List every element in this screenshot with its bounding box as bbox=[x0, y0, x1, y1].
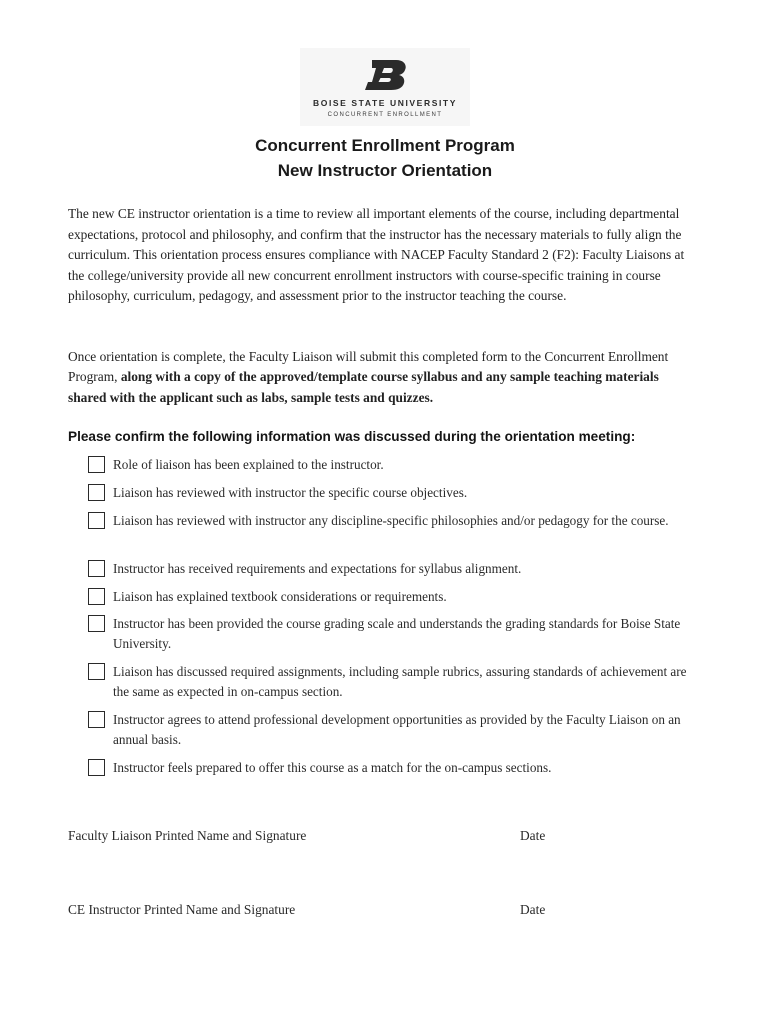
checklist-item-label: Liaison has explained textbook considerations or requirements. bbox=[113, 589, 447, 604]
submission-text: Once orientation is complete, the Faculty Liaison will submit this completed form to the Concurrent Enrollment Program, bbox=[68, 349, 669, 385]
submission-bold-text: along with a copy of the approved/template course syllabus and any sample teaching materials shared with the applicant such as labs, sample tests and quizzes. bbox=[68, 369, 659, 405]
submission-paragraph bbox=[68, 347, 690, 408]
page-title: Concurrent Enrollment Program bbox=[255, 136, 515, 155]
unit-name: CONCURRENT ENROLLMENT bbox=[327, 112, 443, 118]
checkbox[interactable] bbox=[88, 588, 105, 605]
checkbox[interactable] bbox=[88, 663, 105, 680]
page-subtitle: New Instructor Orientation bbox=[277, 161, 493, 180]
checklist-item-label: Instructor agrees to attend professional development opportunities as provided by the Faculty Liaison on an annual basis. bbox=[113, 712, 681, 747]
checklist-item-label: Liaison has reviewed with instructor the specific course objectives. bbox=[113, 485, 468, 500]
checkbox[interactable] bbox=[88, 512, 105, 529]
instructor-date-label: Date bbox=[520, 902, 546, 917]
checklist-item-label: Liaison has discussed required assignments, including sample rubrics, assuring standards of achievement are the same as expected in on-campus section. bbox=[113, 664, 687, 699]
checkbox[interactable] bbox=[88, 759, 105, 776]
liaison-signature-label: Faculty Liaison Printed Name and Signature bbox=[68, 828, 307, 843]
liaison-date-label: Date bbox=[520, 828, 546, 843]
checklist-item-label: Liaison has reviewed with instructor any discipline-specific philosophies and/or pedagogy for the course. bbox=[113, 513, 669, 528]
checklist-item-label: Instructor has been provided the course grading scale and understands the grading standards for Boise State University. bbox=[113, 616, 681, 651]
checkbox[interactable] bbox=[88, 484, 105, 501]
checklist-item-label: Instructor feels prepared to offer this course as a match for the on-campus sections. bbox=[113, 760, 552, 775]
checkbox[interactable] bbox=[88, 560, 105, 577]
checkbox[interactable] bbox=[88, 615, 105, 632]
instructor-signature-label: CE Instructor Printed Name and Signature bbox=[68, 902, 296, 917]
boise-state-b-icon bbox=[364, 57, 408, 93]
intro-paragraph: The new CE instructor orientation is a time to review all important elements of the course, including departmental expectations, protocol and philosophy, and confirm that the instructor has the necessary materials to fully align the curriculum. This orientation process ensures compliance with NACEP Faculty Standard 2 (F2): Faculty Liaisons at the college/university provide all new concurrent enrollment instructors with course-specific training in course philosophy, curriculum, pedagogy, and assessment prior to the instructor teaching the course. bbox=[68, 206, 685, 304]
checklist-item-label: Role of liaison has been explained to the instructor. bbox=[113, 457, 384, 472]
checkbox[interactable] bbox=[88, 456, 105, 473]
checklist-item-label: Instructor has received requirements and expectations for syllabus alignment. bbox=[113, 561, 522, 576]
university-logo bbox=[300, 48, 470, 126]
checklist-heading: Please confirm the following information was discussed during the orientation meeting: bbox=[68, 429, 636, 444]
university-name: BOISE STATE UNIVERSITY bbox=[313, 98, 457, 108]
checkbox[interactable] bbox=[88, 711, 105, 728]
